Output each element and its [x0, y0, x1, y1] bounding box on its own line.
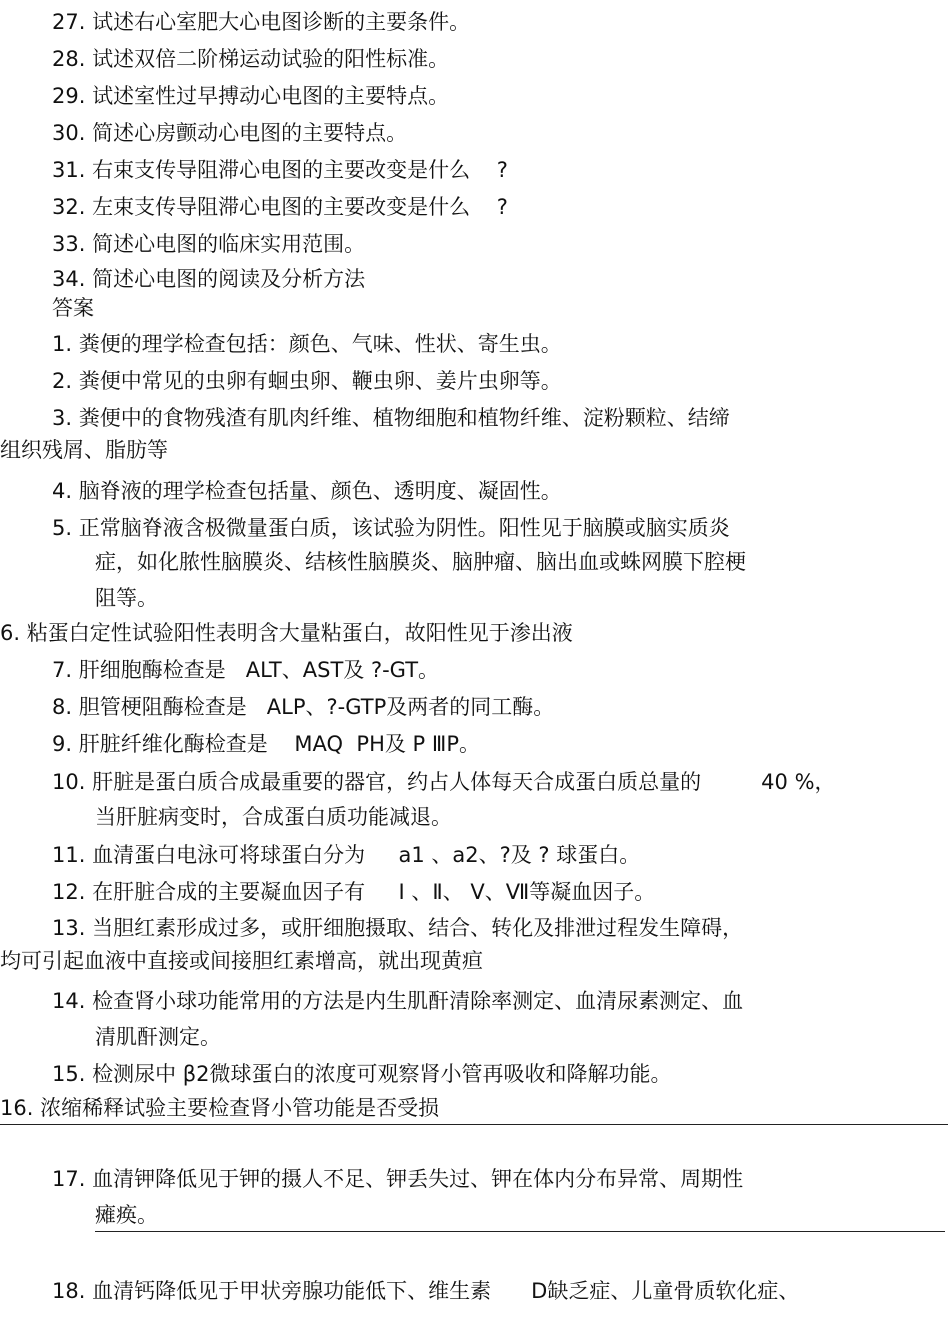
item-text: 正常脑脊液含极微量蛋白质，该试验为阴性。阳性见于脑膜或脑实质炎	[78, 516, 730, 540]
item-text: 试述室性过早搏动心电图的主要特点。	[92, 84, 450, 108]
item-number: 17.	[52, 1167, 86, 1191]
numbered-item	[52, 367, 562, 395]
item-text: 均可引起血液中直接或间接胆红素增高，就出现黄疸	[0, 949, 483, 973]
item-number: 18.	[52, 1279, 86, 1303]
item-text: 脑脊液的理学检查包括量、颜色、透明度、凝固性。	[78, 479, 562, 503]
item-text: 简述心电图的阅读及分析方法	[92, 267, 366, 291]
item-number: 11.	[52, 843, 86, 867]
item-text: 在肝脏合成的主要凝血因子有 Ⅰ 、Ⅱ、 Ⅴ、Ⅶ等凝血因子。	[92, 880, 656, 904]
item-text: 血清蛋白电泳可将球蛋白分为 a1 、a2、?及 ? 球蛋白。	[92, 843, 641, 867]
item-text: 粪便的理学检查包括：颜色、气味、性状、寄生虫。	[78, 332, 562, 356]
numbered-item	[52, 230, 365, 258]
item-text: 血清钙降低见于甲状旁腺功能低下、维生素 D缺乏症、儿童骨质软化症、	[92, 1279, 800, 1303]
item-number: 16.	[0, 1096, 34, 1120]
numbered-item	[0, 619, 573, 647]
text-line	[95, 1023, 221, 1051]
text-line	[95, 1201, 158, 1229]
numbered-item	[52, 1277, 799, 1305]
item-text: 简述心房颤动心电图的主要特点。	[92, 121, 408, 145]
numbered-item	[52, 514, 730, 542]
numbered-item	[52, 8, 470, 36]
numbered-item	[52, 1060, 672, 1088]
item-number: 4.	[52, 479, 73, 503]
item-text: 简述心电图的临床实用范围。	[92, 232, 366, 256]
item-text: 检查肾小球功能常用的方法是内生肌酐清除率测定、血清尿素测定、血	[92, 989, 744, 1013]
item-number: 33.	[52, 232, 86, 256]
numbered-item	[52, 45, 449, 73]
item-number: 7.	[52, 658, 73, 682]
numbered-item	[52, 477, 562, 505]
item-number: 12.	[52, 880, 86, 904]
numbered-item	[52, 404, 730, 432]
item-text: 当肝脏病变时，合成蛋白质功能减退。	[95, 805, 452, 829]
item-text: 瘫痪。	[95, 1203, 158, 1227]
item-text: 试述右心室肥大心电图诊断的主要条件。	[92, 10, 471, 34]
item-number: 31.	[52, 158, 86, 182]
numbered-item	[52, 878, 655, 906]
numbered-item	[52, 82, 449, 110]
item-number: 5.	[52, 516, 73, 540]
item-text: 试述双倍二阶梯运动试验的阳性标准。	[92, 47, 450, 71]
numbered-item	[52, 193, 508, 221]
numbered-item	[52, 841, 640, 869]
numbered-item	[52, 730, 480, 758]
item-number: 30.	[52, 121, 86, 145]
numbered-item	[52, 693, 554, 721]
item-number: 34.	[52, 267, 86, 291]
item-text: 血清钾降低见于钾的摄人不足、钾丢失过、钾在体内分布异常、周期性	[92, 1167, 744, 1191]
text-line	[95, 548, 746, 576]
item-number: 15.	[52, 1062, 86, 1086]
item-number: 13.	[52, 916, 86, 940]
item-number: 29.	[52, 84, 86, 108]
item-number: 3.	[52, 406, 73, 430]
text-line	[95, 803, 452, 831]
item-text: 粘蛋白定性试验阳性表明含大量粘蛋白，故阳性见于渗出液	[26, 621, 573, 645]
item-number: 10.	[52, 770, 86, 794]
item-number: 8.	[52, 695, 73, 719]
item-text: 左束支传导阻滞心电图的主要改变是什么 ?	[92, 195, 508, 219]
divider-line	[0, 1124, 948, 1125]
numbered-item	[52, 987, 743, 1015]
item-text: 检测尿中 β2微球蛋白的浓度可观察肾小管再吸收和降解功能。	[92, 1062, 672, 1086]
item-text: 肝细胞酶检查是 ALT、AST及 ?-GT。	[78, 658, 440, 682]
numbered-item	[52, 330, 562, 358]
item-number: 14.	[52, 989, 86, 1013]
item-text: 答案	[52, 296, 94, 320]
item-number: 32.	[52, 195, 86, 219]
item-text: 当胆红素形成过多，或肝细胞摄取、结合、转化及排泄过程发生障碍，	[92, 916, 744, 940]
text-line	[0, 947, 483, 975]
divider-line	[95, 1231, 945, 1232]
item-number: 28.	[52, 47, 86, 71]
numbered-item	[52, 119, 407, 147]
item-text: 组织残屑、脂肪等	[0, 438, 168, 462]
numbered-item	[0, 1094, 439, 1122]
item-text: 肝脏纤维化酶检查是 MAQ PH及 P ⅢP。	[78, 732, 481, 756]
item-number: 6.	[0, 621, 21, 645]
text-line	[0, 436, 168, 464]
item-text: 清肌酐测定。	[95, 1025, 221, 1049]
numbered-item	[52, 914, 743, 942]
text-line	[52, 294, 94, 322]
item-text: 肝脏是蛋白质合成最重要的器官，约占人体每天合成蛋白质总量的 40 %，	[92, 770, 836, 794]
item-number: 1.	[52, 332, 73, 356]
item-text: 浓缩稀释试验主要检查肾小管功能是否受损	[40, 1096, 440, 1120]
item-number: 27.	[52, 10, 86, 34]
text-line	[95, 584, 158, 612]
item-number: 9.	[52, 732, 73, 756]
numbered-item	[52, 768, 836, 796]
item-text: 右束支传导阻滞心电图的主要改变是什么 ?	[92, 158, 508, 182]
item-text: 粪便中的食物残渣有肌肉纤维、植物细胞和植物纤维、淀粉颗粒、结缔	[78, 406, 730, 430]
item-text: 粪便中常见的虫卵有蛔虫卵、鞭虫卵、姜片虫卵等。	[78, 369, 562, 393]
item-text: 症，如化脓性脑膜炎、结核性脑膜炎、脑肿瘤、脑出血或蛛网膜下腔梗	[95, 550, 746, 574]
item-number: 2.	[52, 369, 73, 393]
numbered-item	[52, 156, 508, 184]
item-text: 阻等。	[95, 586, 158, 610]
item-text: 胆管梗阻酶检查是 ALP、?-GTP及两者的同工酶。	[78, 695, 555, 719]
numbered-item	[52, 1165, 743, 1193]
numbered-item	[52, 265, 365, 293]
numbered-item	[52, 656, 439, 684]
